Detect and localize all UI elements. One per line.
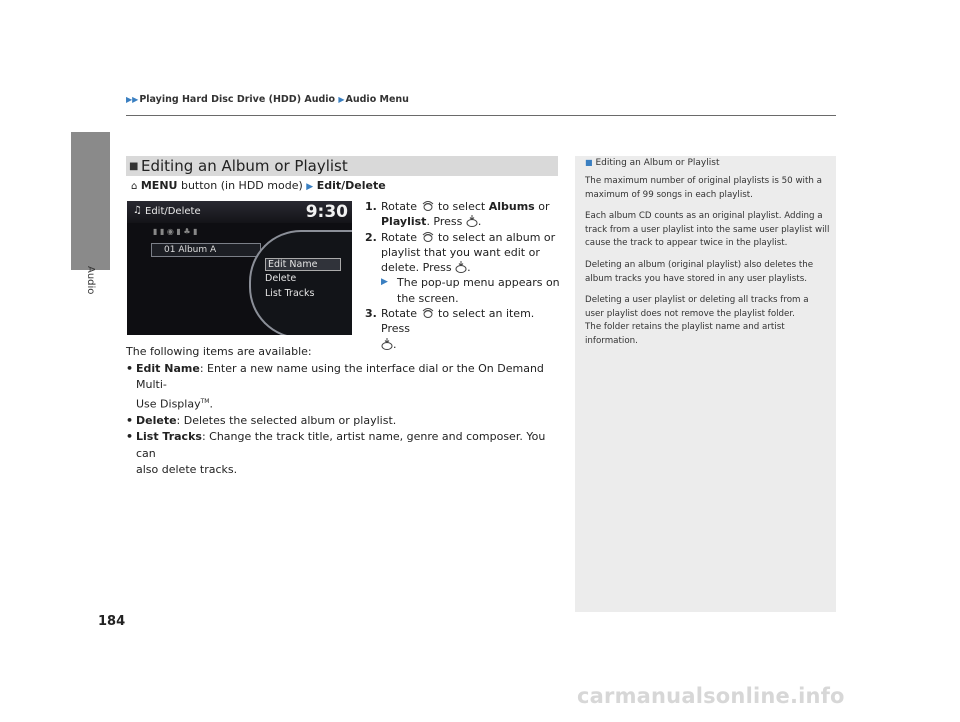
popup-item-delete: Delete [265,273,297,284]
trademark-mark: TM [200,397,210,405]
path-target: Edit/Delete [316,179,386,192]
result-arrow-icon: ▶ [381,277,388,288]
notes-heading [585,158,719,168]
press-dial-icon [455,260,467,273]
note-paragraph: Each album CD counts as an original playlist. Adding a track from a user playlist into the same user playlist will cause the track to appear twice in the playlist. [585,211,830,249]
item-text: : Enter a new name using the interface dial or the On Demand Multi- [136,361,544,391]
item-text: Use Display [136,397,201,411]
breadcrumb [126,94,409,105]
screen-category-icons: ▮ ▮ ◉ ▮ ♣ ▮ [153,227,198,236]
watermark: carmanualsonline.info [577,684,845,708]
screen-clock: 9:30 [305,202,348,222]
bullet-icon: • [126,361,134,375]
item-text: also delete tracks. [136,463,238,477]
step-text: . [467,261,471,275]
menu-path [131,179,386,192]
path-middle-text: button (in HDD mode) [177,179,307,192]
bullet-icon: • [126,430,134,444]
popup-item-edit-name: Edit Name [265,258,341,271]
screen-list-item: 01 Album A [151,243,261,257]
procedure-steps [365,199,560,352]
menu-button-label: MENU [140,179,178,192]
step-text: to select an item. Press [381,307,535,336]
section-square-icon: ■ [129,161,139,172]
note-paragraph: Deleting a user playlist or deleting all tracks from a user playlist does not remove the playlist folder. [585,295,809,319]
chapter-tab [71,132,110,270]
breadcrumb-item-audio-menu[interactable]: Audio Menu [345,94,409,105]
step-text: to select an album or [434,230,556,244]
item-term: Edit Name [136,361,200,375]
step-text: Rotate [381,307,421,321]
items-intro: The following items are available: [126,345,312,358]
hdd-screen-image [127,201,352,335]
step-text: to select [434,200,489,213]
popup-item-list-tracks: List Tracks [265,288,315,299]
note-paragraph: Deleting an album (original playlist) also deletes the album tracks you have stored in any user playlists. [585,259,814,284]
page-number: 184 [98,614,126,629]
step-text: delete. Press [381,261,456,275]
breadcrumb-arrow-icon: ▶ [338,95,345,104]
reference-icon: ■ [585,158,593,167]
step-text: The pop-up menu appears on [397,276,560,290]
list-item-list-tracks [126,429,558,479]
notes-heading-text: Editing an Album or Playlist [595,158,720,168]
step-2-number: 2. [365,230,377,244]
step-text: playlist that you want edit or [381,245,540,259]
press-dial-icon [466,214,478,227]
step-text: or [534,200,550,213]
items-list [126,344,558,479]
screen-title: Edit/Delete [145,206,201,217]
header-rule [126,115,836,116]
notes-sidebar [575,156,836,612]
item-term: Delete [136,413,177,427]
chapter-label-text: Audio [85,266,96,295]
note-paragraph: The folder retains the playlist name and artist information. [585,322,785,346]
step-text: the screen. [397,291,459,305]
chapter-tab-label [78,266,106,306]
note-paragraph: The maximum number of original playlists is 50 with a maximum of 99 songs in each playlist. [585,176,822,200]
list-item-delete [126,413,558,430]
section-title: Editing an Album or Playlist [141,157,348,175]
interface-dial-icon [421,199,435,213]
step-2 [365,230,560,276]
home-icon: ⌂ [131,181,138,192]
bullet-icon: • [126,413,134,427]
step-text: Rotate [381,230,421,244]
step-2-result [365,275,560,306]
step-text: . [477,215,482,229]
breadcrumb-arrow-icon: ▶▶ [126,95,139,104]
section-header [126,156,558,176]
step-1 [365,199,560,230]
step-keyword: Playlist [381,215,427,229]
list-item-edit-name [126,361,558,413]
interface-dial-icon [421,306,435,320]
breadcrumb-item-hdd-audio[interactable]: Playing Hard Disc Drive (HDD) Audio [139,94,336,105]
item-text: : Change the track title, artist name, genre and composer. You can [136,430,546,460]
music-note-icon: ♫ [133,205,142,216]
step-text: Rotate [381,200,421,213]
step-3-number: 3. [365,307,377,321]
step-text: . Press [426,215,466,229]
item-term: List Tracks [136,430,202,444]
path-arrow-icon: ▶ [306,182,314,192]
item-text: . [209,397,213,411]
item-text: : Deletes the selected album or playlist. [176,413,397,427]
interface-dial-icon [421,230,435,244]
step-text: . [393,337,397,351]
notes-body [585,175,830,357]
step-keyword: Albums [488,200,535,213]
step-1-number: 1. [365,200,377,213]
